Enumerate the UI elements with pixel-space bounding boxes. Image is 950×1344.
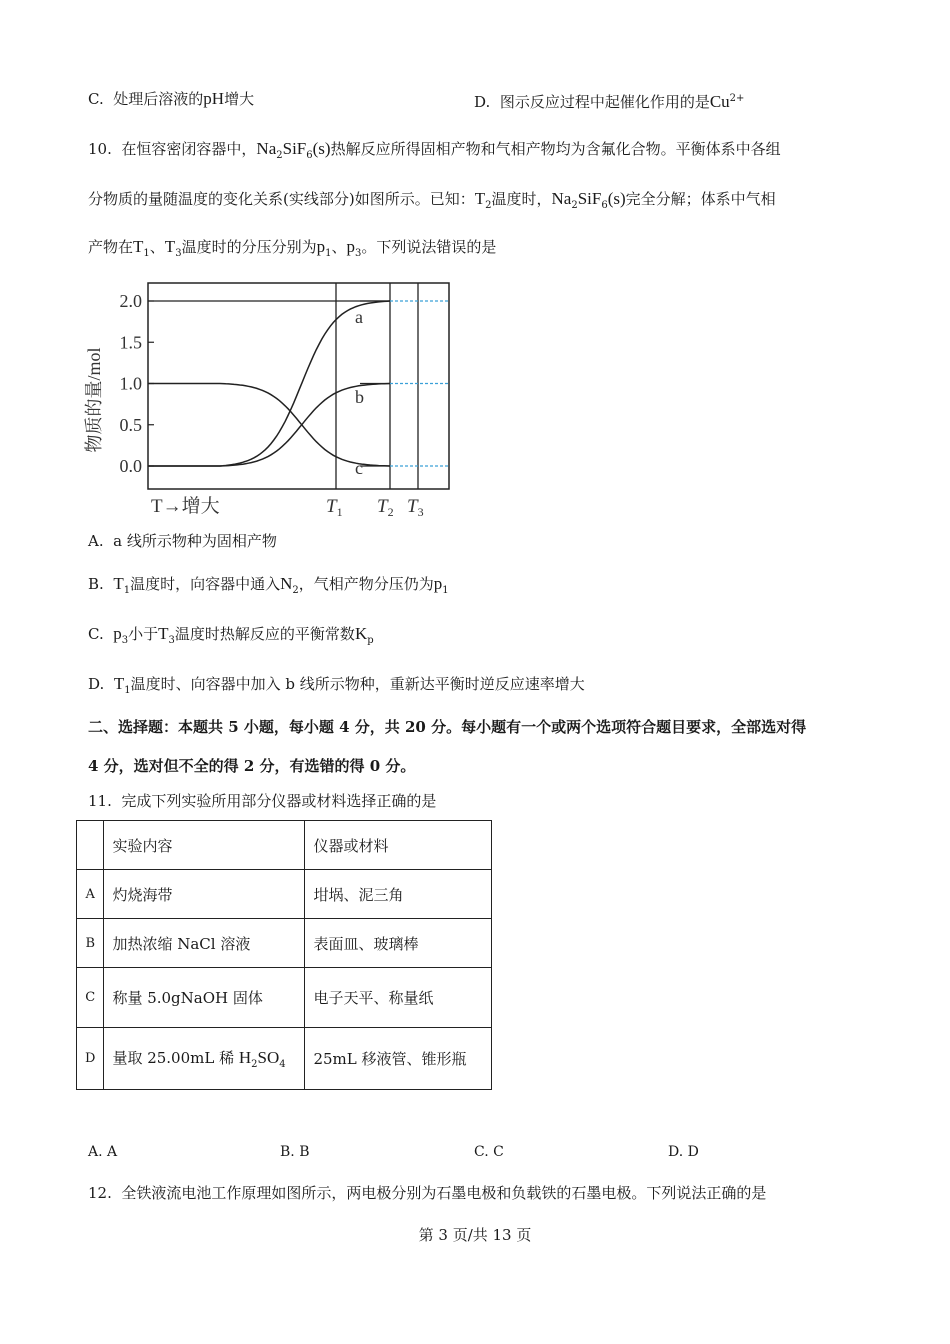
series-label-b: b xyxy=(355,387,364,407)
q10-line-2 xyxy=(88,188,776,217)
chem-formula: Na xyxy=(551,189,572,208)
cell-text: 量取 25.00mL 稀 xyxy=(112,1049,239,1067)
subscript: p xyxy=(367,635,374,646)
subscript: 2 xyxy=(292,585,299,596)
row-content: 称量 5.0gNaOH 固体 xyxy=(104,968,305,1028)
subscript: 2 xyxy=(251,1059,258,1070)
chem-formula: (s) xyxy=(607,189,626,208)
stem-text: 全铁液流电池工作原理如图所示，两电极分别为石墨电极和负载铁的石墨电极。下列说法正确的是 xyxy=(121,1184,767,1202)
q10-option-c xyxy=(88,623,374,652)
plot-frame xyxy=(148,283,449,489)
chem-formula: N xyxy=(280,574,293,593)
table-header-cell xyxy=(77,821,104,870)
stem-text: 温度时的分压分别为 xyxy=(181,238,317,256)
subscript: 1 xyxy=(325,248,332,259)
y-axis-label: 物质的量/mol xyxy=(84,347,104,453)
superscript: 2+ xyxy=(729,93,745,104)
subscript: 2 xyxy=(276,150,283,161)
chem-formula: SiF xyxy=(577,189,602,208)
q11-answer-d: D. D xyxy=(668,1144,699,1160)
option-prefix: A. xyxy=(88,532,104,550)
q11-answer-c: C. C xyxy=(474,1144,504,1160)
subscript: 2 xyxy=(571,200,578,211)
symbol: p xyxy=(346,237,355,256)
q9-option-d xyxy=(474,88,744,113)
x-marker-t2: $T_2$ xyxy=(377,496,394,519)
option-text: 增大 xyxy=(224,90,255,108)
option-prefix: B. xyxy=(88,575,104,593)
row-content xyxy=(104,1028,305,1090)
row-tools: 电子天平、称量纸 xyxy=(305,968,492,1028)
row-key: A xyxy=(77,870,104,919)
subscript: 4 xyxy=(279,1059,286,1070)
q10-chart xyxy=(80,280,500,520)
row-key: B xyxy=(77,919,104,968)
stem-text: 温度时， xyxy=(491,190,552,208)
option-prefix: C. xyxy=(88,90,104,108)
y-tick-label: 1.0 xyxy=(119,373,142,394)
y-tick-label: 2.0 xyxy=(119,291,142,311)
subscript: 3 xyxy=(354,248,362,259)
y-tick-label: 0.5 xyxy=(119,414,142,435)
row-tools: 表面皿、玻璃棒 xyxy=(305,919,492,968)
subscript: 1 xyxy=(442,585,449,596)
stem-text: 完成下列实验所用部分仪器或材料选择正确的是 xyxy=(121,792,437,810)
subscript: 3 xyxy=(121,635,129,646)
subscript: 6 xyxy=(601,200,608,211)
table-header-row xyxy=(77,821,492,870)
question-number: 11. xyxy=(88,792,112,810)
stem-text: 分物质的量随温度的变化关系(实线部分)如图所示。已知： xyxy=(88,190,475,208)
chem-formula: Cu xyxy=(709,92,730,111)
row-tools: 坩埚、泥三角 xyxy=(305,870,492,919)
y-tick-label: 1.5 xyxy=(119,332,142,353)
row-key: D xyxy=(77,1028,104,1090)
symbol: p xyxy=(113,624,122,643)
q9-option-c xyxy=(88,88,254,110)
row-tools: 25mL 移液管、锥形瓶 xyxy=(305,1028,492,1090)
symbol: T xyxy=(158,624,169,643)
x-marker-t1: $T_1$ xyxy=(326,496,343,519)
x-axis-label: T→增大 xyxy=(151,496,220,517)
stem-text: 完全分解；体系中气相 xyxy=(625,190,776,208)
symbol: T xyxy=(164,237,176,256)
stem-text: 。下列说法错误的是 xyxy=(361,238,497,256)
q12-stem xyxy=(88,1182,766,1204)
chem-formula: (s) xyxy=(312,139,331,158)
q11-stem xyxy=(88,790,436,812)
stem-text: 产物在 xyxy=(88,238,134,256)
chem-formula: pH xyxy=(203,89,225,108)
subscript: 1 xyxy=(124,685,131,696)
option-prefix: D. xyxy=(474,93,491,111)
section-2-line-1: 二、选择题：本题共 5 小题，每小题 4 分，共 20 分。每小题有一个或两个选项符合题目要求，全部选对得 xyxy=(88,718,807,736)
q10-option-a xyxy=(88,530,277,552)
symbol: T xyxy=(113,674,125,693)
symbol: p xyxy=(433,574,443,593)
q10-line-1 xyxy=(88,138,781,167)
table-row xyxy=(77,968,492,1028)
subscript: 3 xyxy=(175,248,182,259)
symbol: T xyxy=(133,237,144,256)
chem-formula: H xyxy=(238,1048,252,1067)
symbol: p xyxy=(316,237,326,256)
symbol: K xyxy=(354,624,368,643)
option-prefix: D. xyxy=(88,675,105,693)
chem-formula: Na xyxy=(256,139,277,158)
option-text: 图示反应过程中起催化作用的是 xyxy=(499,93,710,111)
x-marker-t3: $T_3$ xyxy=(407,496,424,519)
q10-option-b xyxy=(88,573,449,602)
section-2-line-2: 4 分，选对但不全的得 2 分，有选错的得 0 分。 xyxy=(88,757,416,775)
option-text: 小于 xyxy=(128,625,159,643)
table-header-cell: 实验内容 xyxy=(104,821,305,870)
option-text: a 线所示物种为固相产物 xyxy=(113,532,277,550)
q10-line-3 xyxy=(88,236,496,265)
series-line-b xyxy=(148,384,390,467)
stem-text: 、 xyxy=(331,238,347,256)
row-content: 灼烧海带 xyxy=(104,870,305,919)
stem-text: 在恒容密闭容器中， xyxy=(121,140,257,158)
stem-text: 、 xyxy=(149,238,165,256)
question-number: 10. xyxy=(88,140,112,158)
option-text: ，气相产物分压仍为 xyxy=(298,575,434,593)
question-number: 12. xyxy=(88,1184,112,1202)
y-tick-label: 0.0 xyxy=(119,456,142,476)
table-header-cell: 仪器或材料 xyxy=(305,821,492,870)
series-line-c xyxy=(148,384,390,467)
subscript: 6 xyxy=(306,150,313,161)
subscript: 2 xyxy=(485,200,492,211)
option-text: 温度时、向容器中加入 b 线所示物种，重新达平衡时逆反应速率增大 xyxy=(130,675,585,693)
row-content: 加热浓缩 NaCl 溶液 xyxy=(104,919,305,968)
option-text: 温度时热解反应的平衡常数 xyxy=(174,625,355,643)
q11-table xyxy=(76,820,492,1090)
table-row xyxy=(77,1028,492,1090)
option-text: 处理后溶液的 xyxy=(113,90,204,108)
subscript: 1 xyxy=(123,585,131,596)
series-label-c: c xyxy=(355,458,363,478)
option-text: 温度时，向容器中通入 xyxy=(130,575,281,593)
q11-answer-a: A. A xyxy=(88,1144,118,1160)
page-footer: 第 3 页/共 13 页 xyxy=(418,1226,532,1244)
chem-formula: SiF xyxy=(282,139,307,158)
subscript: 3 xyxy=(168,635,175,646)
row-key: C xyxy=(77,968,104,1028)
q10-option-d xyxy=(88,673,585,702)
table-row xyxy=(77,870,492,919)
table-row xyxy=(77,919,492,968)
option-prefix: C. xyxy=(88,625,104,643)
chem-formula: SO xyxy=(257,1048,280,1067)
symbol: T xyxy=(474,189,486,208)
stem-text: 热解反应所得固相产物和气相产物均为含氟化合物。平衡体系中各组 xyxy=(330,140,781,158)
series-label-a: a xyxy=(355,307,363,327)
symbol: T xyxy=(113,574,124,593)
subscript: 1 xyxy=(143,248,150,259)
q11-answer-b: B. B xyxy=(280,1144,310,1160)
